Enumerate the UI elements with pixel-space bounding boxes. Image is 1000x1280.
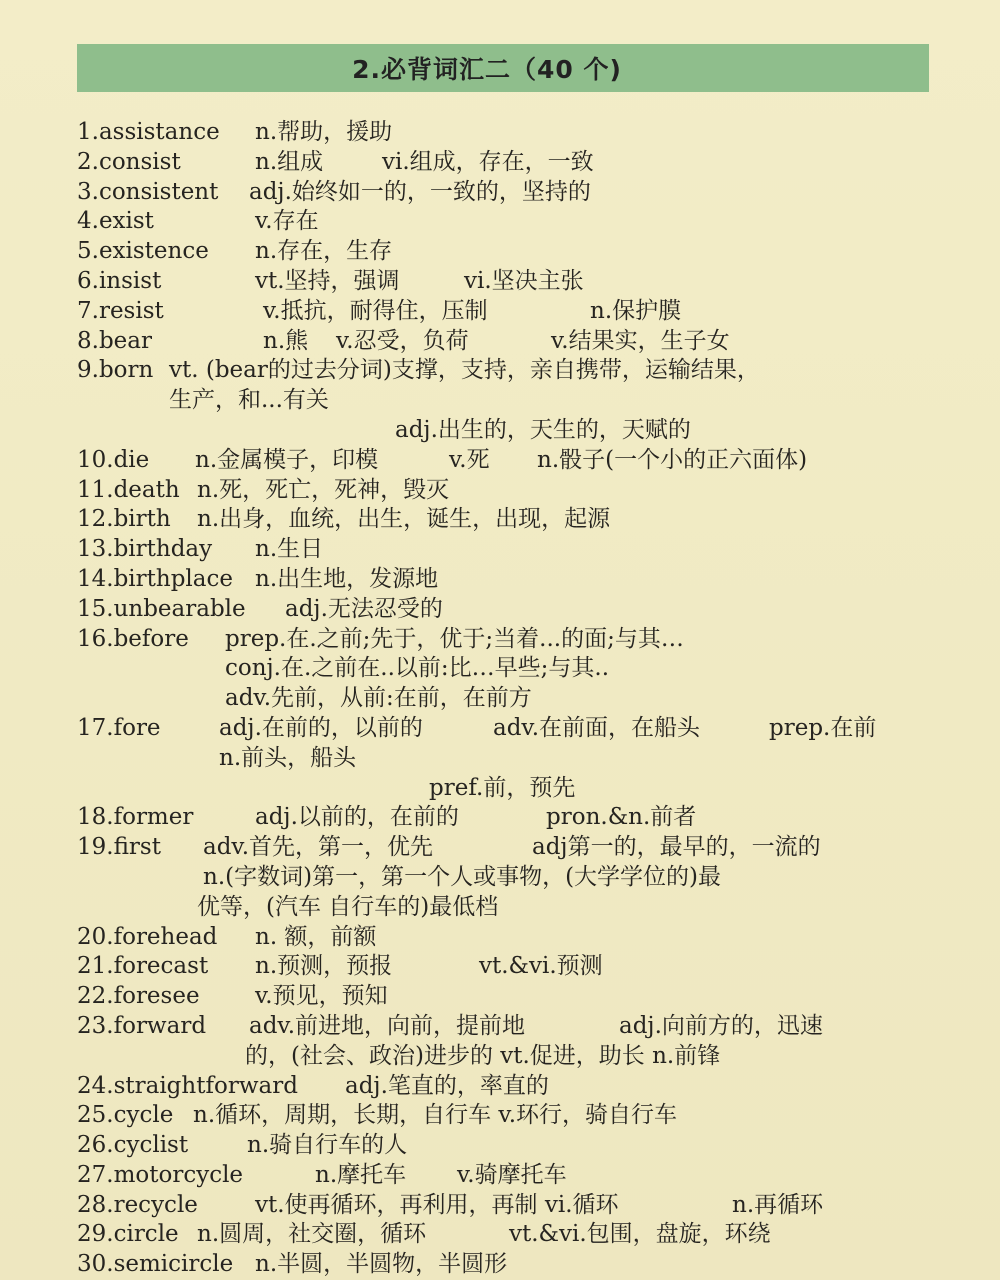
entry-definition: v.忍受，负荷 bbox=[336, 327, 469, 354]
entry-word: 26.cyclist bbox=[77, 1132, 189, 1159]
entry-definition: n.前头，船头 bbox=[219, 744, 357, 771]
entry-definition: 生产，和...有关 bbox=[169, 387, 329, 414]
entry-word: 12.birth bbox=[77, 506, 171, 533]
vocab-entry bbox=[77, 267, 977, 297]
entry-definition: adj第一的，最早的，一流的 bbox=[532, 834, 821, 861]
vocab-entry-continuation bbox=[77, 386, 977, 416]
entry-definition: adv.首先，第一，优先 bbox=[203, 834, 434, 861]
vocab-entry bbox=[77, 803, 977, 833]
entry-definition: n.循环，周期，长期，自行车 v.环行，骑自行车 bbox=[193, 1102, 678, 1129]
entry-definition: prep.在前 bbox=[769, 714, 877, 741]
vocab-entry bbox=[77, 565, 977, 595]
entry-word: 27.motorcycle bbox=[77, 1161, 244, 1188]
entry-word: 4.exist bbox=[77, 208, 154, 235]
entry-word: 20.forehead bbox=[77, 923, 218, 950]
vocab-entry bbox=[77, 1191, 977, 1221]
entry-word: 28.recycle bbox=[77, 1191, 198, 1218]
vocab-entry bbox=[77, 1161, 977, 1191]
vocab-entry bbox=[77, 625, 977, 655]
entry-definition: adj.以前的，在前的 bbox=[255, 804, 459, 831]
entry-word: 25.cycle bbox=[77, 1102, 174, 1129]
entry-definition: n.出身，血统，出生，诞生，出现，起源 bbox=[197, 506, 611, 533]
vocab-entry bbox=[77, 327, 977, 357]
entry-word: 13.birthday bbox=[77, 536, 213, 563]
entry-definition: pron.&n.前者 bbox=[546, 804, 697, 831]
entry-definition: vt.使再循环，再利用，再制 vi.循环 bbox=[255, 1191, 619, 1218]
vocab-entry bbox=[77, 1012, 977, 1042]
vocab-entry bbox=[77, 982, 977, 1012]
entry-definition: conj.在.之前在..以前:比…早些;与其.. bbox=[225, 655, 610, 682]
vocab-entry bbox=[77, 1072, 977, 1102]
entry-definition: vt.&vi.预测 bbox=[479, 953, 603, 980]
entry-definition: n.预测，预报 bbox=[255, 953, 393, 980]
vocab-entry bbox=[77, 297, 977, 327]
entry-definition: vi.组成，存在，一致 bbox=[382, 148, 594, 175]
entry-word: 22.foresee bbox=[77, 983, 200, 1010]
entry-word: 23.forward bbox=[77, 1012, 207, 1039]
entry-definition: n.(字数词)第一，第一个人或事物，(大学学位的)最 bbox=[203, 863, 722, 890]
vocab-entry-continuation bbox=[77, 863, 977, 893]
entry-word: 1.assistance bbox=[77, 119, 220, 145]
entry-word: 14.birthplace bbox=[77, 565, 233, 592]
vocab-entry bbox=[77, 178, 977, 208]
entry-word: 19.first bbox=[77, 834, 161, 861]
vocab-entry bbox=[77, 148, 977, 178]
entry-definition: n.熊 bbox=[263, 327, 309, 354]
entry-word: 3.consistent bbox=[77, 178, 219, 205]
entry-definition: n.出生地，发源地 bbox=[255, 565, 439, 592]
entry-word: 21.forecast bbox=[77, 953, 209, 980]
entry-definition: 优等，(汽车 自行车的)最低档 bbox=[197, 893, 499, 920]
entry-word: 5.existence bbox=[77, 238, 209, 265]
entry-definition: vt.&vi.包围，盘旋，环绕 bbox=[509, 1221, 771, 1248]
entry-definition: adj.向前方的，迅速 bbox=[619, 1012, 823, 1039]
entry-word: 8.bear bbox=[77, 327, 152, 354]
entry-definition: v.预见，预知 bbox=[255, 983, 388, 1010]
entry-word: 29.circle bbox=[77, 1221, 179, 1248]
vocab-entry bbox=[77, 952, 977, 982]
entry-definition: n.骑自行车的人 bbox=[247, 1132, 408, 1159]
page-title: 2.必背词汇二（40 个) bbox=[352, 55, 622, 84]
entry-definition: v.结果实，生子女 bbox=[551, 327, 730, 354]
entry-word: 30.semicircle bbox=[77, 1251, 234, 1278]
entry-definition: n.金属模子，印模 bbox=[195, 446, 379, 473]
entry-word: 7.resist bbox=[77, 297, 164, 324]
entry-definition: v.死 bbox=[449, 446, 490, 473]
entry-definition: v.骑摩托车 bbox=[457, 1161, 567, 1188]
vocab-entry-continuation bbox=[77, 654, 977, 684]
vocab-entry bbox=[77, 207, 977, 237]
entry-definition: 的，(社会、政治)进步的 vt.促进，助长 n.前锋 bbox=[245, 1042, 721, 1069]
entry-definition: n.组成 bbox=[255, 148, 324, 175]
entry-definition: adj.出生的，天生的，天赋的 bbox=[395, 416, 691, 443]
title-banner bbox=[77, 44, 929, 92]
entry-definition: v.存在 bbox=[255, 208, 319, 235]
entry-definition: n.半圆，半圆物，半圆形 bbox=[255, 1251, 508, 1278]
entry-definition: adv.前进地，向前，提前地 bbox=[249, 1012, 526, 1039]
vocab-entry-continuation bbox=[77, 684, 977, 714]
entry-word: 6.insist bbox=[77, 267, 162, 294]
entry-definition: adj.始终如一的，一致的，坚持的 bbox=[249, 178, 591, 205]
entry-word: 15.unbearable bbox=[77, 595, 246, 622]
entry-definition: vt. (bear的过去分词)支撑，支持，亲自携带，运输结果， bbox=[169, 357, 760, 384]
vocab-entry bbox=[77, 118, 977, 148]
entry-definition: n.骰子(一个小的正六面体) bbox=[537, 446, 808, 473]
entry-definition: n.保护膜 bbox=[590, 297, 682, 324]
entry-definition: prep.在.之前;先于，优于;当着...的面;与其… bbox=[225, 625, 684, 652]
entry-definition: vt.坚持，强调 bbox=[255, 267, 400, 294]
entry-word: 10.die bbox=[77, 446, 150, 473]
vocab-entry bbox=[77, 505, 977, 535]
vocab-entry bbox=[77, 833, 977, 863]
entry-word: 18.former bbox=[77, 804, 194, 831]
entry-definition: adv.先前，从前:在前，在前方 bbox=[225, 685, 532, 712]
vocab-entry-continuation bbox=[77, 774, 977, 804]
vocab-entry bbox=[77, 1131, 977, 1161]
entry-definition: adj.笔直的，率直的 bbox=[345, 1072, 549, 1099]
entry-definition: pref.前，预先 bbox=[429, 774, 576, 801]
vocab-entry bbox=[77, 356, 977, 386]
entry-definition: n. 额，前额 bbox=[255, 923, 377, 950]
vocab-entry bbox=[77, 1250, 977, 1280]
vocab-entry bbox=[77, 595, 977, 625]
entry-word: 17.fore bbox=[77, 714, 161, 741]
vocab-entry bbox=[77, 1101, 977, 1131]
vocab-entry bbox=[77, 237, 977, 267]
entry-definition: n.存在，生存 bbox=[255, 238, 393, 265]
entry-definition: n.圆周，社交圈，循环 bbox=[197, 1221, 427, 1248]
vocab-entry bbox=[77, 446, 977, 476]
entry-definition: vi.坚决主张 bbox=[464, 267, 584, 294]
entry-definition: adj.无法忍受的 bbox=[285, 595, 443, 622]
vocabulary-list bbox=[77, 118, 977, 1280]
entry-definition: adv.在前面，在船头 bbox=[493, 714, 701, 741]
vocab-entry bbox=[77, 1220, 977, 1250]
vocab-entry-continuation bbox=[77, 744, 977, 774]
vocab-entry bbox=[77, 535, 977, 565]
vocab-entry-continuation bbox=[77, 1042, 977, 1072]
entry-definition: n.生日 bbox=[255, 536, 324, 563]
vocab-entry bbox=[77, 923, 977, 953]
vocab-entry bbox=[77, 714, 977, 744]
entry-word: 11.death bbox=[77, 476, 180, 503]
entry-word: 24.straightforward bbox=[77, 1072, 298, 1099]
entry-definition: n.死，死亡，死神，毁灭 bbox=[197, 476, 450, 503]
entry-definition: n.帮助，援助 bbox=[255, 119, 393, 145]
entry-word: 16.before bbox=[77, 625, 189, 652]
vocab-entry-continuation bbox=[77, 893, 977, 923]
vocab-entry-continuation bbox=[77, 416, 977, 446]
entry-word: 9.born bbox=[77, 357, 154, 384]
entry-word: 2.consist bbox=[77, 148, 181, 175]
entry-definition: n.再循环 bbox=[732, 1191, 824, 1218]
entry-definition: adj.在前的，以前的 bbox=[219, 714, 423, 741]
vocab-entry bbox=[77, 476, 977, 506]
entry-definition: v.抵抗，耐得住，压制 bbox=[263, 297, 488, 324]
entry-definition: n.摩托车 bbox=[315, 1161, 407, 1188]
